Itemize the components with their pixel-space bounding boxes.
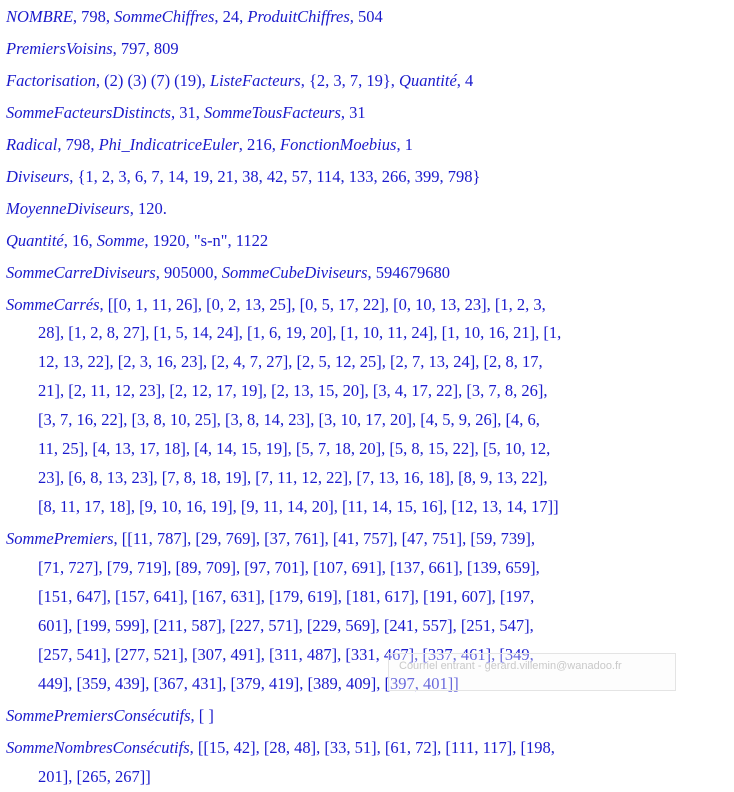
line-diviseurs: Diviseurs, {1, 2, 3, 6, 7, 14, 19, 21, 38, 42, 57, 114, 133, 266, 399, 798} — [6, 167, 481, 186]
key-somme-carres: SommeCarrés — [6, 295, 100, 314]
key-moyenne-diviseurs: MoyenneDiviseurs — [6, 199, 130, 218]
line-somme-premiers-consecutifs: SommePremiersConsécutifs, [ ] — [6, 706, 214, 725]
line-quantite-somme: Quantité, 16, Somme, 1920, "s-n", 1122 — [6, 231, 269, 250]
somme-carres-cont: [3, 7, 16, 22], [3, 8, 10, 25], [3, 8, 14, 23], [3, 10, 17, 20], [4, 5, 9, 26], [4, 6, — [38, 410, 540, 429]
key-somme-facteurs-distincts: SommeFacteursDistincts — [6, 103, 171, 122]
somme-premiers-cont: [71, 727], [79, 719], [89, 709], [97, 701], [107, 691], [137, 661], [139, 659], — [38, 558, 540, 577]
key-somme-premiers-consecutifs: SommePremiersConsécutifs — [6, 706, 191, 725]
key-somme-carre-diviseurs: SommeCarreDiviseurs — [6, 263, 156, 282]
key-factorisation: Factorisation — [6, 71, 96, 90]
key-quantite-diviseurs: Quantité — [6, 231, 64, 250]
somme-carres-cont: 21], [2, 11, 12, 23], [2, 12, 17, 19], [2, 13, 15, 20], [3, 4, 17, 22], [3, 7, 8, 26], — [38, 381, 548, 400]
somme-premiers-cont: 601], [199, 599], [211, 587], [227, 571], [229, 569], [241, 557], [251, 547], — [38, 616, 534, 635]
line-nombre: NOMBRE, 798, SommeChiffres, 24, ProduitChiffres, 504 — [6, 7, 383, 26]
line-somme-premiers: SommePremiers, [[11, 787], [29, 769], [37, 761], [41, 757], [47, 751], [59, 739], — [6, 529, 535, 548]
key-radical: Radical — [6, 135, 58, 154]
somme-premiers-cont: 449], [359, 439], [367, 431], [379, 419], [389, 409], [397, 401]] — [38, 674, 459, 693]
somme-nombres-consecutifs-cont: 201], [265, 267]] — [38, 767, 151, 786]
somme-carres-cont: 12, 13, 22], [2, 3, 16, 23], [2, 4, 7, 27], [2, 5, 12, 25], [2, 7, 13, 24], [2, 8, 17, — [38, 352, 543, 371]
key-premiers-voisins: PremiersVoisins — [6, 39, 113, 58]
line-factorisation: Factorisation, (2) (3) (7) (19), ListeFacteurs, {2, 3, 7, 19}, Quantité, 4 — [6, 71, 474, 90]
key-liste-facteurs: ListeFacteurs — [209, 71, 301, 90]
line-premiers-voisins: PremiersVoisins, 797, 809 — [6, 39, 179, 58]
somme-carres-cont: 28], [1, 2, 8, 27], [1, 5, 14, 24], [1, 6, 19, 20], [1, 10, 11, 24], [1, 10, 16, 21], [1, — [38, 323, 562, 342]
key-produit-chiffres: ProduitChiffres — [247, 7, 350, 26]
somme-carres-cont: [8, 11, 17, 18], [9, 10, 16, 19], [9, 11, 14, 20], [11, 14, 15, 16], [12, 13, 14, 17]] — [38, 497, 559, 516]
key-somme-tous-facteurs: SommeTousFacteurs — [203, 103, 341, 122]
key-somme-premiers: SommePremiers — [6, 529, 114, 548]
somme-carres-cont: 23], [6, 8, 13, 23], [7, 8, 18, 19], [7, 11, 12, 22], [7, 13, 16, 18], [8, 9, 13, 22], — [38, 468, 548, 487]
key-somme-chiffres: SommeChiffres — [114, 7, 215, 26]
somme-carres-cont: 11, 25], [4, 13, 17, 18], [4, 14, 15, 19], [5, 7, 18, 20], [5, 8, 15, 22], [5, 10, 12, — [38, 439, 551, 458]
line-somme-carres: SommeCarrés, [[0, 1, 11, 26], [0, 2, 13, 25], [0, 5, 17, 22], [0, 10, 13, 23], [1, 2, 3, — [6, 295, 546, 314]
key-phi: Phi_IndicatriceEuler — [98, 135, 239, 154]
line-somme-facteurs: SommeFacteursDistincts, 31, SommeTousFacteurs, 31 — [6, 103, 366, 122]
somme-premiers-cont: [257, 541], [277, 521], [307, 491], [311, 487], [331, 467], [337, 461], [349, — [38, 645, 534, 664]
key-diviseurs: Diviseurs — [6, 167, 70, 186]
line-somme-carre-cube: SommeCarreDiviseurs, 905000, SommeCubeDiviseurs, 594679680 — [6, 263, 450, 282]
line-somme-nombres-consecutifs: SommeNombresConsécutifs, [[15, 42], [28, 48], [33, 51], [61, 72], [111, 117], [198, — [6, 738, 555, 757]
line-moyenne-diviseurs: MoyenneDiviseurs, 120. — [6, 199, 167, 218]
line-radical: Radical, 798, Phi_IndicatriceEuler, 216, FonctionMoebius, 1 — [6, 135, 413, 154]
email-watermark: Courriel entrant - gerard.villemin@wanadoo.fr — [388, 653, 676, 691]
key-somme-nombres-consecutifs: SommeNombresConsécutifs — [6, 738, 190, 757]
key-somme: Somme — [96, 231, 145, 250]
somme-premiers-cont: [151, 647], [157, 641], [167, 631], [179, 619], [181, 617], [191, 607], [197, — [38, 587, 535, 606]
key-nombre: NOMBRE — [6, 7, 73, 26]
key-somme-cube-diviseurs: SommeCubeDiviseurs — [221, 263, 368, 282]
key-quantite: Quantité — [399, 71, 457, 90]
key-moebius: FonctionMoebius — [280, 135, 397, 154]
